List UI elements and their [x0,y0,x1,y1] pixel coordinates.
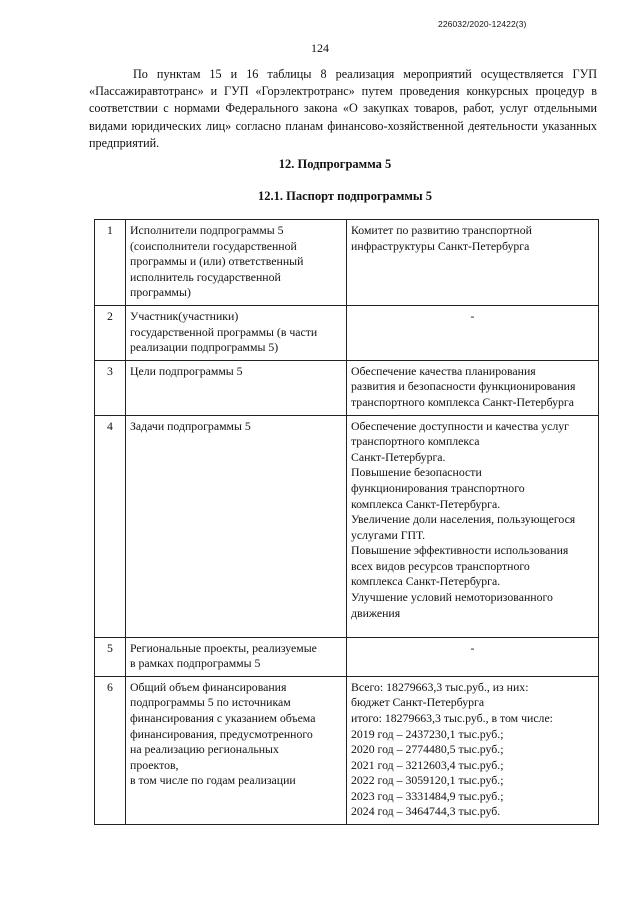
value-line: комплекса Санкт-Петербурга. [351,574,501,589]
value-line: 2020 год – 2774480,5 тыс.руб.; [351,742,504,757]
page-number: 124 [311,41,329,55]
label-line: финансирования с указанием объема [130,710,316,725]
label-line: в том числе по годам реализации [130,773,296,788]
table-row [95,676,599,824]
value-line: развития и безопасности функционирования [351,379,576,394]
value-line: Комитет по развитию транспортной [351,223,532,237]
row-label [126,637,347,676]
row-value [347,415,599,637]
row-value [347,220,599,306]
label-line: в рамках подпрограммы 5 [130,656,261,671]
value-line: бюджет Санкт-Петербурга [351,695,485,710]
value-line: 2024 год – 3464744,3 тыс.руб. [351,804,501,819]
row-number: 5 [95,637,126,676]
value-line: 2022 год – 3059120,1 тыс.руб.; [351,773,504,788]
row-number: 2 [95,305,126,360]
label-line: программы и (или) ответственный [130,254,304,269]
label-line: государственной программы (в части [130,324,318,339]
label-line: Исполнители подпрограммы 5 [130,223,284,237]
value-line: всех видов ресурсов транспортного [351,558,530,573]
label-line: Общий объем финансирования [130,679,287,694]
value-line: комплекса Санкт-Петербурга. [351,496,501,511]
row-label [126,360,347,415]
value-line: - [470,308,475,323]
label-line: реализации подпрограммы 5) [130,340,279,355]
table-row [95,415,599,637]
value-line: 2019 год – 2437230,1 тыс.руб.; [351,726,504,741]
row-number: 1 [95,220,126,306]
label-line: Участник(участники) [130,308,239,323]
row-number: 6 [95,676,126,824]
label-line: (соисполнители государственной [130,238,297,253]
row-number: 3 [95,360,126,415]
value-line: Обеспечение доступности и качества услуг [351,418,569,433]
value-line: - [470,640,475,655]
label-line: Цели подпрограммы 5 [130,363,243,378]
row-value [347,676,599,824]
value-line: движения [351,605,401,620]
value-line: Увеличение доли населения, пользующегося [351,512,576,527]
label-line: финансирования, предусмотренного [130,726,313,741]
value-line: транспортного комплекса Санкт-Петербурга [351,394,574,409]
value-line: Всего: 18279663,3 тыс.руб., из них: [351,679,529,694]
row-value [347,637,599,676]
value-line: Санкт-Петербурга. [351,449,446,464]
label-line: исполнитель государственной [130,269,281,284]
label-line: Региональные проекты, реализуемые [130,640,317,655]
value-line: Повышение безопасности [351,465,482,480]
value-line: инфраструктуры Санкт-Петербурга [351,238,530,253]
table-row [95,637,599,676]
row-label [126,676,347,824]
passport-table [94,219,599,825]
value-line: Улучшение условий немоторизованного [351,590,553,605]
row-value [347,360,599,415]
subsection-heading: 12.1. Паспорт подпрограммы 5 [257,189,432,203]
row-label [126,220,347,306]
row-number: 4 [95,415,126,637]
intro-paragraph: По пунктам 15 и 16 таблицы 8 реализация мероприятий осуществляется ГУП «Пассажиравтотранс» и ГУП «Горэлектротранс» путем проведения конкурсных процедур в соответствии с нормами Федерального закона «О закупках товаров, работ, услуг отдельными видами юридических лиц» согласно планам финансово-хозяйственной деятельности указанных предприятий. [89,67,597,150]
value-line: 2021 год – 3212603,4 тыс.руб.; [351,757,504,772]
label-line: Задачи подпрограммы 5 [130,418,251,433]
value-line: Обеспечение качества планирования [351,363,536,378]
section-heading: 12. Подпрограмма 5 [278,157,392,171]
value-line: функционирования транспортного [351,480,525,495]
document-id: 226032/2020-12422(3) [438,19,527,29]
value-line: итого: 18279663,3 тыс.руб., в том числе: [351,710,553,725]
label-line: на реализацию региональных [130,742,279,757]
value-line: транспортного комплекса [351,434,480,449]
table-row [95,220,599,306]
label-line: подпрограммы 5 по источникам [130,695,291,710]
value-line: Повышение эффективности использования [351,543,569,558]
label-line: проектов, [130,757,179,772]
row-label [126,305,347,360]
row-label [126,415,347,637]
value-line: услугами ГПТ. [351,527,426,542]
table-row [95,305,599,360]
table-row [95,360,599,415]
label-line: программы) [130,285,191,300]
value-line: 2023 год – 3331484,9 тыс.руб.; [351,788,504,803]
row-value [347,305,599,360]
